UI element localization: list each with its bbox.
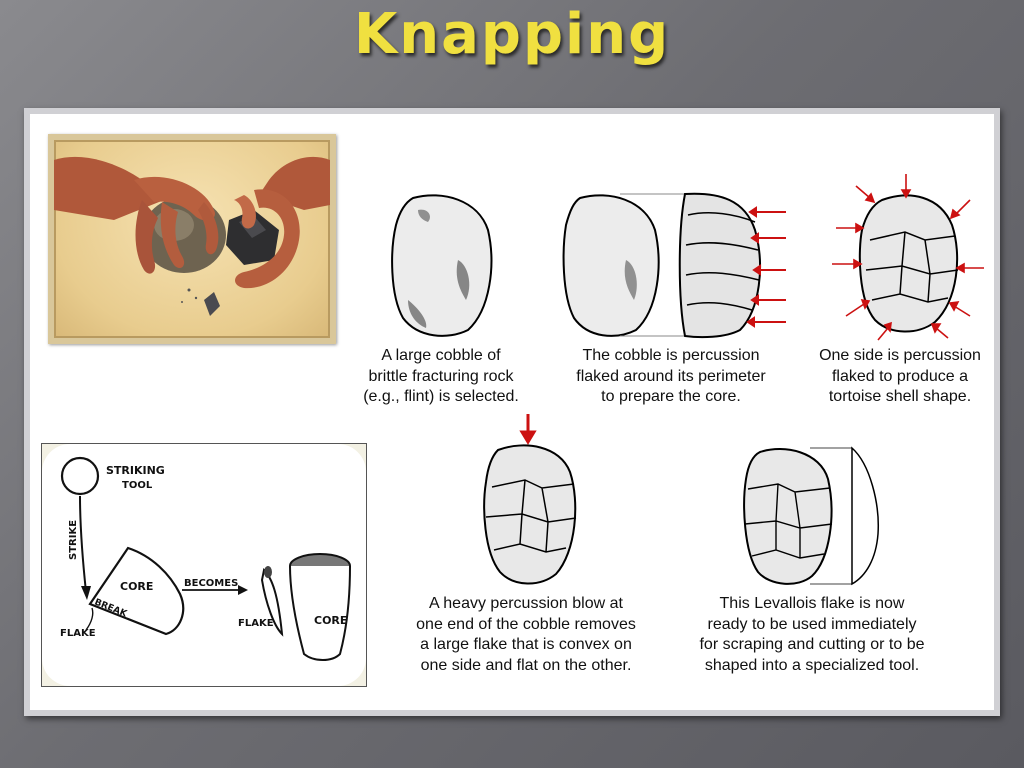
core2-label: CORE bbox=[314, 614, 348, 627]
break-label: BREAK bbox=[92, 597, 129, 620]
becomes-label: BECOMES bbox=[184, 578, 239, 589]
strike-label: STRIKE bbox=[68, 519, 79, 560]
slide-title: Knapping bbox=[353, 2, 671, 67]
caption-tortoise-shell: One side is percussion flaked to produce a tortoise shell shape. bbox=[819, 347, 981, 405]
caption-cobble-selected: A large cobble of brittle fracturing rock (e.g., flint) is selected. bbox=[363, 347, 519, 405]
caption-percussion-blow: A heavy percussion blow at one end of the cobble removes a large flake that is convex on one side and flat on the other. bbox=[416, 595, 636, 674]
cobble-drawing bbox=[388, 190, 498, 340]
tortoise-core-drawing bbox=[830, 170, 990, 340]
caption-core-prepared: The cobble is percussion flaked around its perimeter to prepare the core. bbox=[576, 347, 766, 405]
striking-label: STRIKING bbox=[106, 464, 165, 477]
flake-label: FLAKE bbox=[60, 628, 96, 639]
core-label: CORE bbox=[120, 580, 154, 593]
tool-label: TOOL bbox=[122, 480, 153, 491]
prepared-core-drawing bbox=[560, 190, 790, 340]
percussion-blow-drawing bbox=[470, 412, 590, 590]
hands-knapping-photo bbox=[48, 134, 336, 344]
caption-levallois-flake: This Levallois flake is now ready to be used immediately for scraping and cutting or to be shaped into a specialized tool. bbox=[699, 595, 925, 674]
flake2-label: FLAKE bbox=[238, 618, 274, 629]
levallois-flake-drawing bbox=[740, 444, 890, 589]
knapping-sketch-diagram bbox=[41, 443, 367, 687]
